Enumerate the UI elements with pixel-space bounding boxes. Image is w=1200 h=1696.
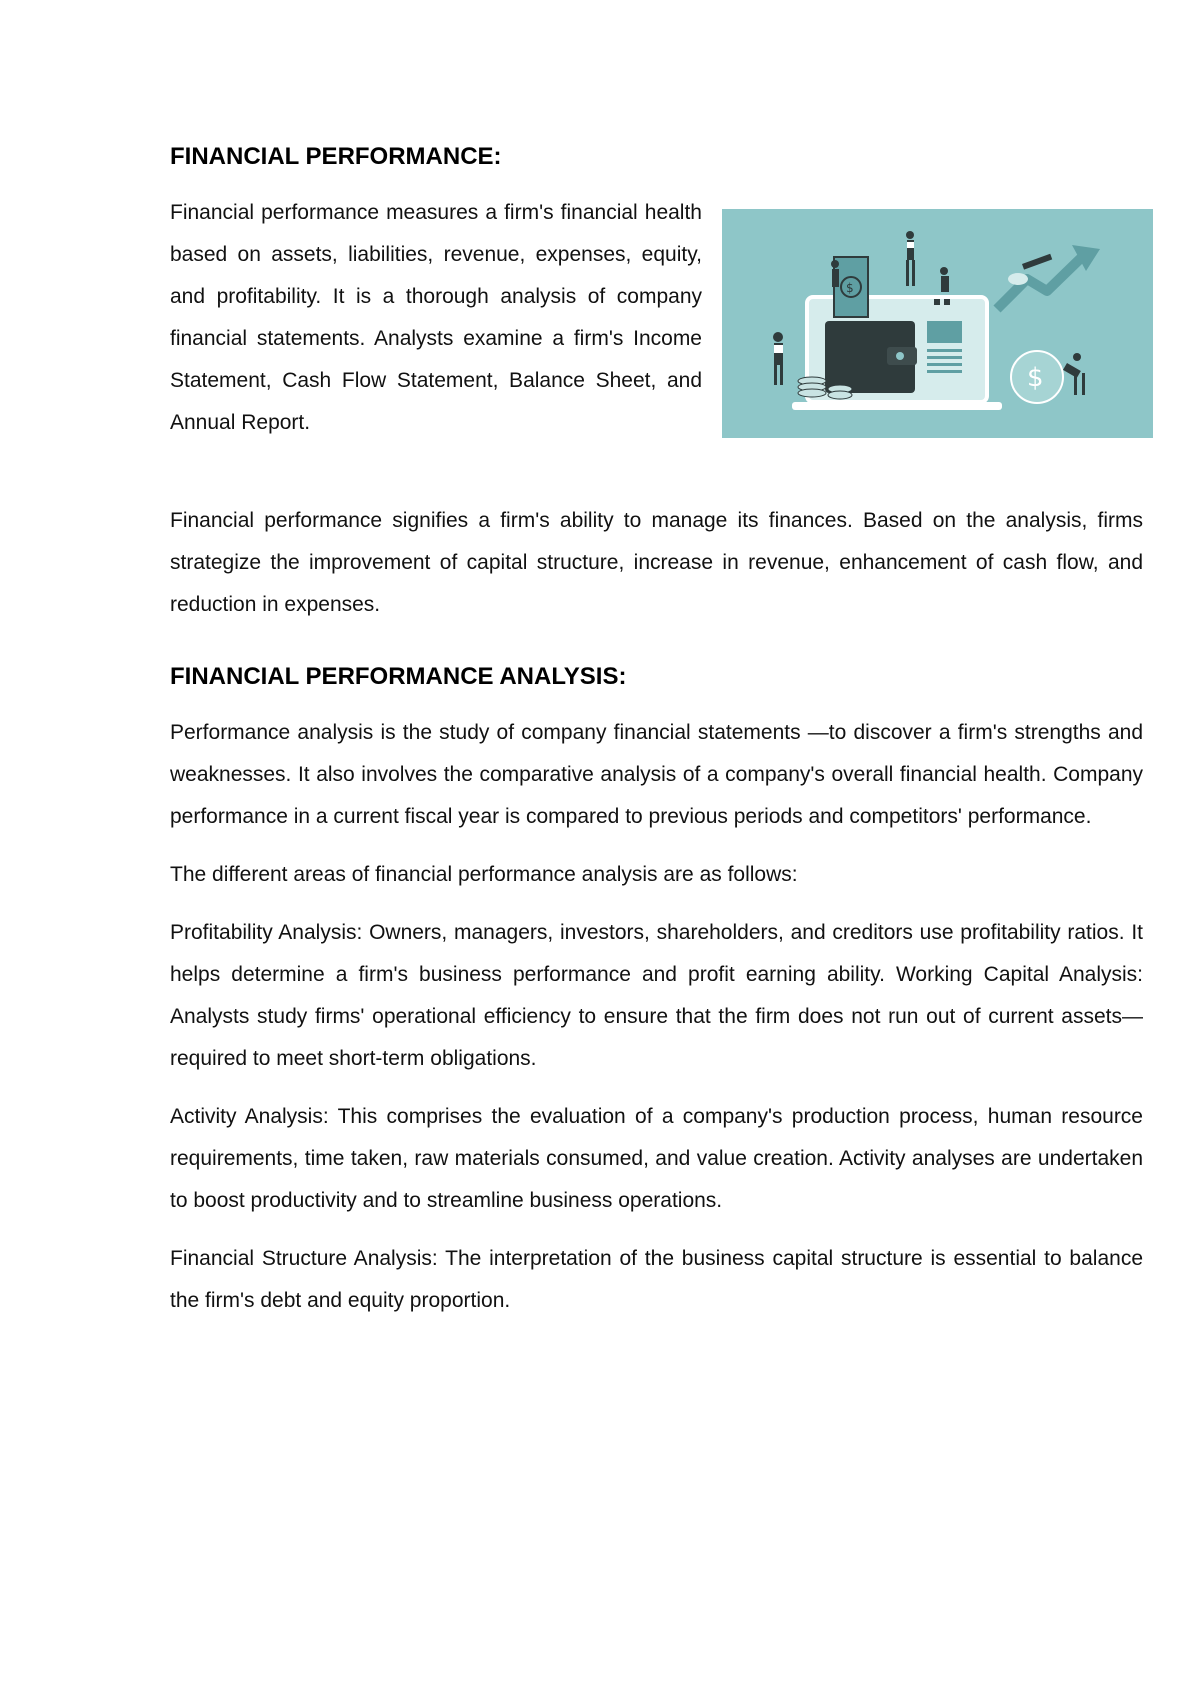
svg-text:$: $ xyxy=(1027,363,1044,393)
intro-paragraph: Financial performance measures a firm's financial health based on assets, liabilities, revenue, expenses, equity, and profitability. It is a thorough analysis of company financial statements. Analysts examine a firm's Income Statement, Cash Flow Statement, Balance Sheet, and Annual Report. xyxy=(170,201,702,434)
section-heading-performance-analysis: FINANCIAL PERFORMANCE ANALYSIS: xyxy=(170,663,627,690)
document-page xyxy=(170,136,1143,1322)
intro-block xyxy=(170,192,1143,474)
finance-illustration-image xyxy=(722,209,1153,438)
paragraph-performance-analysis: Performance analysis is the study of company financial statements —to discover a firm's strengths and weaknesses. It also involves the comparative analysis of a company's overall financial health. Company performance in a current fiscal year is compared to previous periods and competitors' performance. xyxy=(170,721,1143,828)
paragraph-areas-intro: The different areas of financial performance analysis are as follows: xyxy=(170,863,798,886)
svg-text:$: $ xyxy=(846,281,854,295)
paragraph-financial-ability: Financial performance signifies a firm's ability to manage its finances. Based on the analysis, firms strategize the improvement of capital structure, increase in revenue, enhancement of cash flow, and reduction in expenses. xyxy=(170,509,1143,616)
paragraph-activity-analysis: Activity Analysis: This comprises the evaluation of a company's production process, human resource requirements, time taken, raw materials consumed, and value creation. Activity analyses are undertaken to boost productivity and to streamline business operations. xyxy=(170,1105,1143,1212)
section-heading-financial-performance: FINANCIAL PERFORMANCE: xyxy=(170,143,502,170)
paragraph-financial-structure-analysis: Financial Structure Analysis: The interpretation of the business capital structure is essential to balance the firm's debt and equity proportion. xyxy=(170,1247,1143,1312)
paragraph-profitability-analysis: Profitability Analysis: Owners, managers, investors, shareholders, and creditors use profitability ratios. It helps determine a firm's business performance and profit earning ability. Working Capital Analysis: Analysts study firms' operational efficiency to ensure that the firm does not run out of current assets—required to meet short-term obligations. xyxy=(170,921,1143,1070)
